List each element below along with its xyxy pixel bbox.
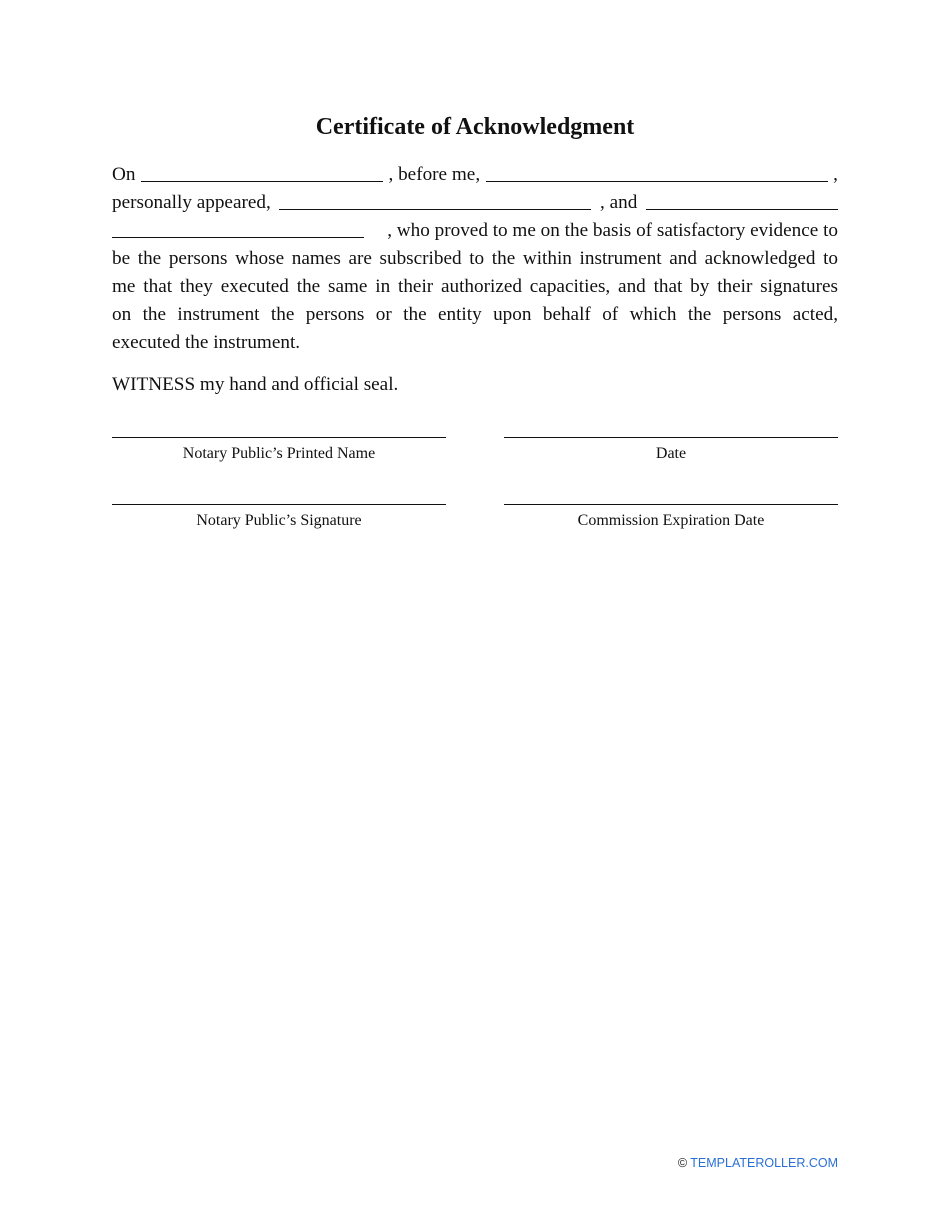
notary-signature-line[interactable] [112,504,446,505]
printed-name-signature-block [112,437,446,464]
text-and: , and [600,192,638,213]
date-line[interactable] [504,437,838,438]
paragraph-line-7: executed the instrument. [112,332,301,353]
date-label: Date [655,445,687,462]
brand-link[interactable]: TEMPLATEROLLER.COM [690,1156,838,1170]
paragraph-line-5: me that they executed the same in their authorized capacities, and that by their signatures [112,276,838,297]
commission-expiration-line[interactable] [504,504,838,505]
document-title: Certificate of Acknowledgment [315,114,635,140]
notary-signature-block [112,504,446,531]
date-blank-field[interactable] [141,163,383,182]
paragraph-line-4: be the persons whose names are subscribed to the within instrument and acknowledged to [112,248,838,269]
text-on: On [112,164,136,185]
text-comma: , [833,164,838,185]
footer-credit [678,1155,838,1171]
text-who-proved: , who proved to me on the basis of satisfactory evidence to [387,220,838,241]
notary-name-blank-field[interactable] [486,163,828,182]
commission-expiration-block [504,504,838,531]
notary-signature-label: Notary Public’s Signature [196,512,362,529]
signer-two-blank-field-end[interactable] [112,219,364,238]
text-before-me: , before me, [388,164,481,185]
copyright-symbol: © [677,1156,688,1170]
signer-one-blank-field[interactable] [279,191,591,210]
signer-two-blank-field-start[interactable] [646,191,838,210]
paragraph-line-3 [112,217,838,245]
commission-expiration-label: Commission Expiration Date [577,512,765,529]
text-personally-appeared: personally appeared, [112,192,271,213]
date-signature-block [504,437,838,464]
acknowledgment-paragraph [112,161,838,357]
paragraph-line-6: on the instrument the persons or the entity upon behalf of which the persons acted, [112,304,838,325]
printed-name-line[interactable] [112,437,446,438]
paragraph-line-2 [112,189,838,217]
paragraph-line-1 [112,161,838,189]
printed-name-label: Notary Public’s Printed Name [182,445,376,462]
witness-statement: WITNESS my hand and official seal. [112,374,399,395]
